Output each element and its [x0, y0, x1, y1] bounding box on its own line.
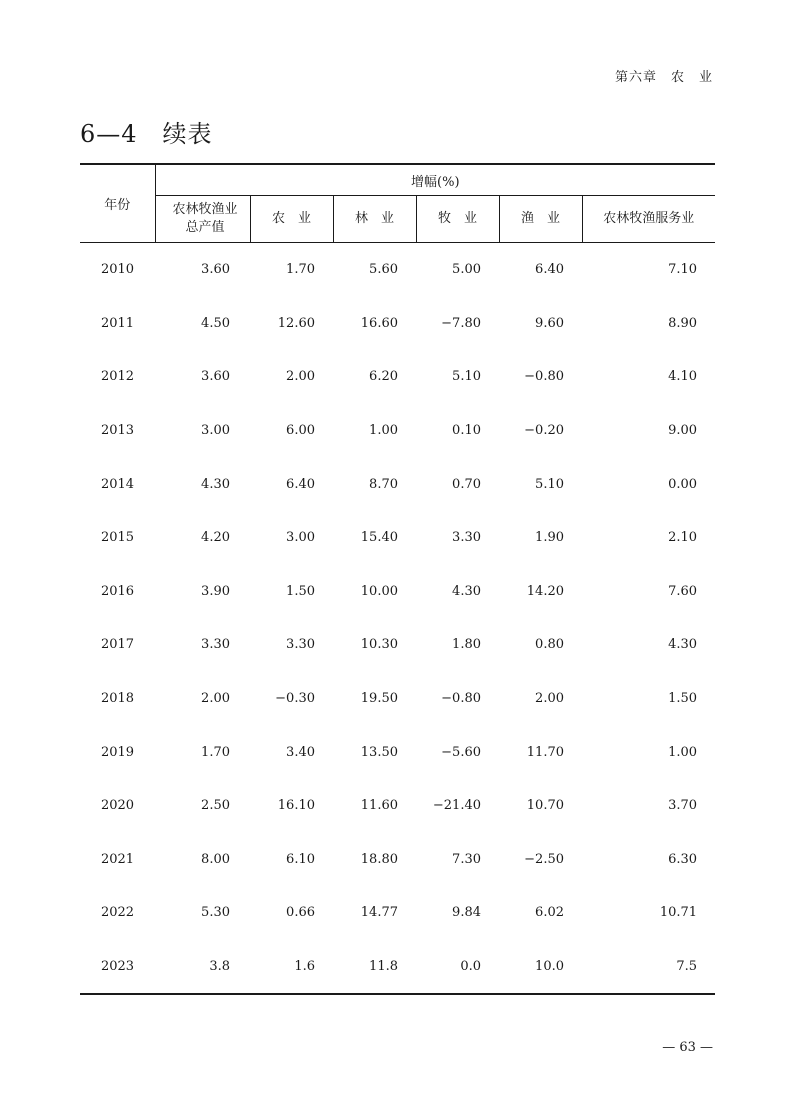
table-row [80, 565, 715, 619]
cell-forestry: 18.80 [360, 851, 398, 867]
cell-year: 2017 [100, 637, 135, 653]
header-col-husbandry: 牧 业 [416, 196, 499, 243]
cell-forestry: 14.77 [360, 905, 398, 921]
cell-husbandry: −21.40 [432, 798, 481, 814]
cell-total: 8.00 [201, 851, 230, 867]
table-row [80, 886, 715, 940]
cell-fishery: 2.00 [535, 691, 564, 707]
cell-forestry: 11.60 [360, 798, 398, 814]
cell-total: 1.70 [201, 744, 230, 760]
table-row [80, 243, 715, 297]
cell-forestry: 11.8 [333, 940, 416, 995]
cell-total: 4.50 [201, 315, 230, 331]
cell-services: 8.90 [668, 315, 698, 331]
header-total-line2: 总产值 [185, 220, 225, 235]
header-col-agriculture: 农 业 [250, 196, 333, 243]
cell-fishery: −0.80 [524, 369, 564, 385]
cell-fishery: 5.10 [535, 476, 564, 492]
cell-fishery: 14.20 [526, 583, 564, 599]
cell-total: 2.00 [201, 691, 230, 707]
data-table [80, 163, 715, 995]
cell-year: 2015 [100, 530, 135, 546]
cell-agriculture: 6.40 [286, 476, 315, 492]
cell-husbandry: 0.10 [452, 423, 481, 439]
table-row [80, 940, 715, 995]
cell-agriculture: 2.00 [286, 369, 315, 385]
cell-services: 4.30 [668, 637, 698, 653]
cell-husbandry: 1.80 [452, 637, 481, 653]
cell-agriculture: 12.60 [277, 315, 315, 331]
cell-fishery: 1.90 [535, 530, 564, 546]
cell-fishery: 0.80 [535, 637, 564, 653]
cell-agriculture: 1.50 [286, 583, 315, 599]
cell-agriculture: 3.30 [286, 637, 315, 653]
cell-forestry: 16.60 [360, 315, 398, 331]
cell-agriculture: 6.10 [286, 851, 315, 867]
cell-agriculture: 6.00 [286, 423, 315, 439]
cell-husbandry: 5.00 [452, 262, 481, 278]
table-row [80, 672, 715, 726]
table-row [80, 833, 715, 887]
table-title: 6—4 续表 [80, 120, 213, 148]
cell-husbandry: 0.0 [416, 940, 499, 995]
table-row [80, 457, 715, 511]
cell-agriculture: 3.00 [286, 530, 315, 546]
cell-services: 3.70 [668, 798, 698, 814]
cell-services: 1.00 [668, 744, 698, 760]
cell-total: 3.00 [201, 423, 230, 439]
cell-fishery: 10.0 [499, 940, 582, 995]
table-row [80, 779, 715, 833]
cell-husbandry: 9.84 [452, 905, 481, 921]
cell-year: 2021 [100, 851, 135, 867]
cell-year: 2020 [100, 798, 135, 814]
cell-services: 1.50 [668, 691, 698, 707]
cell-total: 3.60 [201, 262, 230, 278]
cell-husbandry: −0.80 [441, 691, 481, 707]
cell-total: 4.30 [201, 476, 230, 492]
cell-services: 4.10 [668, 369, 698, 385]
cell-services: 2.10 [668, 530, 698, 546]
table-row [80, 511, 715, 565]
cell-fishery: 10.70 [526, 798, 564, 814]
cell-year: 2023 [80, 940, 155, 995]
cell-forestry: 13.50 [360, 744, 398, 760]
table-row [80, 350, 715, 404]
header-growth-group: 增幅(%) [155, 164, 715, 196]
header-col-forestry: 林 业 [333, 196, 416, 243]
table-row [80, 725, 715, 779]
cell-husbandry: −7.80 [441, 315, 481, 331]
cell-agriculture: 16.10 [277, 798, 315, 814]
cell-services: 10.71 [659, 905, 698, 921]
cell-agriculture: 1.70 [286, 262, 315, 278]
cell-total: 3.30 [201, 637, 230, 653]
header-year: 年份 [80, 164, 155, 243]
cell-total: 3.8 [155, 940, 250, 995]
cell-fishery: −0.20 [524, 423, 564, 439]
cell-total: 5.30 [201, 905, 230, 921]
cell-husbandry: −5.60 [441, 744, 481, 760]
table-row [80, 297, 715, 351]
cell-husbandry: 4.30 [452, 583, 481, 599]
cell-year: 2013 [100, 423, 135, 439]
cell-forestry: 8.70 [369, 476, 398, 492]
cell-husbandry: 0.70 [452, 476, 481, 492]
cell-year: 2019 [100, 744, 135, 760]
cell-agriculture: 3.40 [286, 744, 315, 760]
cell-year: 2018 [100, 691, 135, 707]
cell-services: 6.30 [668, 851, 698, 867]
cell-forestry: 6.20 [369, 369, 398, 385]
cell-services: 9.00 [668, 423, 698, 439]
cell-total: 3.60 [201, 369, 230, 385]
cell-agriculture: 1.6 [250, 940, 333, 995]
table-row [80, 404, 715, 458]
cell-husbandry: 7.30 [452, 851, 481, 867]
cell-total: 4.20 [201, 530, 230, 546]
cell-forestry: 5.60 [369, 262, 398, 278]
cell-agriculture: 0.66 [286, 905, 315, 921]
table-row [80, 618, 715, 672]
cell-forestry: 1.00 [369, 423, 398, 439]
cell-forestry: 19.50 [360, 691, 398, 707]
cell-year: 2022 [100, 905, 135, 921]
cell-fishery: −2.50 [524, 851, 564, 867]
cell-services: 7.5 [582, 940, 715, 995]
cell-husbandry: 3.30 [452, 530, 481, 546]
table-body [80, 243, 715, 995]
cell-fishery: 11.70 [526, 744, 564, 760]
cell-forestry: 10.30 [360, 637, 398, 653]
cell-year: 2016 [100, 583, 135, 599]
cell-forestry: 15.40 [360, 530, 398, 546]
cell-fishery: 6.02 [535, 905, 564, 921]
cell-forestry: 10.00 [360, 583, 398, 599]
cell-fishery: 9.60 [535, 315, 564, 331]
cell-services: 0.00 [668, 476, 698, 492]
header-total-line1: 农林牧渔业 [172, 202, 238, 217]
header-col-fishery: 渔 业 [499, 196, 582, 243]
cell-services: 7.60 [668, 583, 698, 599]
cell-total: 2.50 [201, 798, 230, 814]
cell-services: 7.10 [668, 262, 698, 278]
cell-husbandry: 5.10 [452, 369, 481, 385]
cell-total: 3.90 [201, 583, 230, 599]
cell-year: 2014 [100, 476, 135, 492]
header-col-services: 农林牧渔服务业 [582, 196, 715, 243]
page-number: — 63 — [662, 1040, 713, 1055]
cell-fishery: 6.40 [535, 262, 564, 278]
cell-year: 2010 [100, 262, 135, 278]
cell-year: 2012 [100, 369, 135, 385]
cell-agriculture: −0.30 [275, 691, 315, 707]
running-head: 第六章 农 业 [614, 70, 713, 85]
header-col-total [155, 196, 250, 243]
cell-year: 2011 [100, 315, 135, 331]
